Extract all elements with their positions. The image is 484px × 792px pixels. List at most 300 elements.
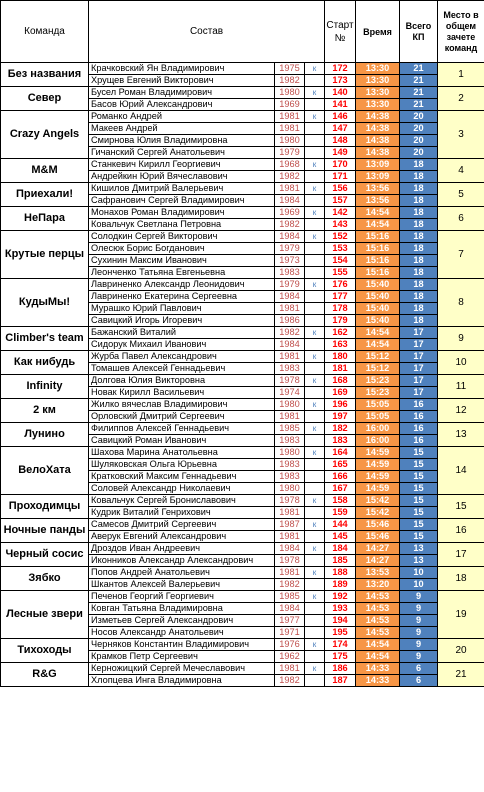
- start-number: 182: [325, 423, 356, 435]
- start-number: 141: [325, 99, 356, 111]
- start-number: 169: [325, 387, 356, 399]
- finish-time: 13:30: [356, 99, 400, 111]
- captain-mark: [305, 339, 325, 351]
- checkpoints-total: 9: [400, 603, 438, 615]
- overall-place: 12: [438, 399, 484, 423]
- captain-mark: к: [305, 207, 325, 219]
- member-name: Романко Андрей: [89, 111, 275, 123]
- birth-year: 1985: [275, 591, 305, 603]
- birth-year: 1986: [275, 315, 305, 327]
- checkpoints-total: 15: [400, 483, 438, 495]
- birth-year: 1975: [275, 63, 305, 75]
- finish-time: 14:27: [356, 543, 400, 555]
- checkpoints-total: 20: [400, 135, 438, 147]
- table-row: [1, 63, 484, 75]
- finish-time: 13:56: [356, 195, 400, 207]
- captain-mark: к: [305, 543, 325, 555]
- member-name: Басов Юрий Александрович: [89, 99, 275, 111]
- birth-year: 1978: [275, 375, 305, 387]
- finish-time: 15:40: [356, 279, 400, 291]
- member-name: Шуляковская Ольга Юрьевна: [89, 459, 275, 471]
- checkpoints-total: 15: [400, 459, 438, 471]
- finish-time: 15:16: [356, 231, 400, 243]
- start-number: 165: [325, 459, 356, 471]
- checkpoints-total: 10: [400, 579, 438, 591]
- start-number: 197: [325, 411, 356, 423]
- finish-time: 14:33: [356, 663, 400, 675]
- captain-mark: к: [305, 423, 325, 435]
- team-name: НеПара: [1, 207, 89, 231]
- captain-mark: к: [305, 399, 325, 411]
- birth-year: 1978: [275, 495, 305, 507]
- start-number: 185: [325, 555, 356, 567]
- team-name: Ночные панды: [1, 519, 89, 543]
- header-place: Место в общем зачете команд: [438, 1, 484, 63]
- overall-place: 15: [438, 495, 484, 519]
- overall-place: 20: [438, 639, 484, 663]
- member-name: Крамков Петр Сергеевич: [89, 651, 275, 663]
- member-name: Ковган Татьяна Владимировна: [89, 603, 275, 615]
- table-row: [1, 543, 484, 555]
- captain-mark: [305, 171, 325, 183]
- table-row: [1, 111, 484, 123]
- captain-mark: [305, 555, 325, 567]
- member-name: Соловей Александр Николаевич: [89, 483, 275, 495]
- table-row: [1, 279, 484, 291]
- captain-mark: [305, 603, 325, 615]
- table-row: [1, 159, 484, 171]
- finish-time: 13:30: [356, 63, 400, 75]
- captain-mark: [305, 615, 325, 627]
- captain-mark: к: [305, 567, 325, 579]
- finish-time: 16:00: [356, 435, 400, 447]
- checkpoints-total: 21: [400, 87, 438, 99]
- captain-mark: [305, 675, 325, 687]
- table-row: [1, 327, 484, 339]
- member-name: Новак Кирилл Васильевич: [89, 387, 275, 399]
- finish-time: 13:09: [356, 171, 400, 183]
- start-number: 170: [325, 159, 356, 171]
- member-name: Ковальчук Светлана Петровна: [89, 219, 275, 231]
- member-name: Долгова Юлия Викторовна: [89, 375, 275, 387]
- birth-year: 1984: [275, 291, 305, 303]
- finish-time: 15:12: [356, 351, 400, 363]
- finish-time: 15:42: [356, 507, 400, 519]
- member-name: Попов Андрей Анатольевич: [89, 567, 275, 579]
- overall-place: 9: [438, 327, 484, 351]
- birth-year: 1969: [275, 207, 305, 219]
- team-name: 2 км: [1, 399, 89, 423]
- birth-year: 1973: [275, 255, 305, 267]
- finish-time: 14:59: [356, 459, 400, 471]
- start-number: 167: [325, 483, 356, 495]
- team-name: Тихоходы: [1, 639, 89, 663]
- birth-year: 1982: [275, 675, 305, 687]
- start-number: 164: [325, 447, 356, 459]
- start-number: 142: [325, 207, 356, 219]
- checkpoints-total: 20: [400, 147, 438, 159]
- finish-time: 15:23: [356, 387, 400, 399]
- checkpoints-total: 18: [400, 315, 438, 327]
- birth-year: 1981: [275, 351, 305, 363]
- captain-mark: [305, 363, 325, 375]
- birth-year: 1981: [275, 567, 305, 579]
- birth-year: 1983: [275, 459, 305, 471]
- start-number: 147: [325, 123, 356, 135]
- captain-mark: [305, 291, 325, 303]
- overall-place: 14: [438, 447, 484, 495]
- overall-place: 21: [438, 663, 484, 687]
- member-name: Андрейкин Юрий Вячеславович: [89, 171, 275, 183]
- start-number: 195: [325, 627, 356, 639]
- checkpoints-total: 6: [400, 675, 438, 687]
- checkpoints-total: 17: [400, 327, 438, 339]
- checkpoints-total: 16: [400, 399, 438, 411]
- finish-time: 15:16: [356, 267, 400, 279]
- start-number: 193: [325, 603, 356, 615]
- finish-time: 14:54: [356, 651, 400, 663]
- finish-time: 15:46: [356, 519, 400, 531]
- overall-place: 1: [438, 63, 484, 87]
- captain-mark: [305, 75, 325, 87]
- checkpoints-total: 20: [400, 123, 438, 135]
- checkpoints-total: 9: [400, 591, 438, 603]
- member-name: Шкантов Алексей Валерьевич: [89, 579, 275, 591]
- member-name: Шахова Марина Анатольевна: [89, 447, 275, 459]
- start-number: 163: [325, 339, 356, 351]
- finish-time: 15:05: [356, 411, 400, 423]
- captain-mark: [305, 627, 325, 639]
- captain-mark: к: [305, 279, 325, 291]
- start-number: 154: [325, 255, 356, 267]
- start-number: 173: [325, 75, 356, 87]
- overall-place: 5: [438, 183, 484, 207]
- table-row: [1, 639, 484, 651]
- birth-year: 1980: [275, 87, 305, 99]
- checkpoints-total: 18: [400, 267, 438, 279]
- captain-mark: к: [305, 375, 325, 387]
- header-start: [325, 1, 356, 63]
- team-name: Крутые перцы: [1, 231, 89, 279]
- table-row: [1, 183, 484, 195]
- finish-time: 15:12: [356, 363, 400, 375]
- captain-mark: [305, 483, 325, 495]
- captain-mark: к: [305, 111, 325, 123]
- start-number: 144: [325, 519, 356, 531]
- overall-place: 13: [438, 423, 484, 447]
- finish-time: 14:54: [356, 219, 400, 231]
- member-name: Сафранович Сергей Владимирович: [89, 195, 275, 207]
- start-number: 146: [325, 111, 356, 123]
- captain-mark: к: [305, 351, 325, 363]
- table-row: [1, 231, 484, 243]
- birth-year: 1971: [275, 627, 305, 639]
- checkpoints-total: 9: [400, 639, 438, 651]
- member-name: Мурашко Юрий Павлович: [89, 303, 275, 315]
- birth-year: 1982: [275, 219, 305, 231]
- member-name: Лавриненко Александр Леонидович: [89, 279, 275, 291]
- member-name: Самесов Дмитрий Сергеевич: [89, 519, 275, 531]
- finish-time: 14:59: [356, 471, 400, 483]
- finish-time: 14:53: [356, 627, 400, 639]
- member-name: Савицкий Игорь Игоревич: [89, 315, 275, 327]
- finish-time: 14:54: [356, 327, 400, 339]
- member-name: Крачковский Ян Владимирович: [89, 63, 275, 75]
- finish-time: 15:16: [356, 243, 400, 255]
- table-row: [1, 663, 484, 675]
- member-name: Печенов Георгий Георгиевич: [89, 591, 275, 603]
- team-name: Черный сосис: [1, 543, 89, 567]
- start-number: 196: [325, 399, 356, 411]
- member-name: Ковальчук Сергей Брониславович: [89, 495, 275, 507]
- captain-mark: к: [305, 591, 325, 603]
- overall-place: 17: [438, 543, 484, 567]
- captain-mark: [305, 411, 325, 423]
- start-number: 189: [325, 579, 356, 591]
- captain-mark: к: [305, 231, 325, 243]
- start-number: 177: [325, 291, 356, 303]
- start-number: 180: [325, 351, 356, 363]
- checkpoints-total: 18: [400, 231, 438, 243]
- captain-mark: [305, 387, 325, 399]
- overall-place: 18: [438, 567, 484, 591]
- birth-year: 1987: [275, 519, 305, 531]
- table-row: [1, 495, 484, 507]
- captain-mark: к: [305, 447, 325, 459]
- checkpoints-total: 13: [400, 543, 438, 555]
- captain-mark: [305, 267, 325, 279]
- finish-time: 15:40: [356, 303, 400, 315]
- team-name: Как нибудь: [1, 351, 89, 375]
- header-team: Команда: [1, 1, 89, 63]
- finish-time: 14:27: [356, 555, 400, 567]
- member-name: Носов Александр Анатольевич: [89, 627, 275, 639]
- birth-year: 1962: [275, 651, 305, 663]
- birth-year: 1977: [275, 615, 305, 627]
- checkpoints-total: 15: [400, 531, 438, 543]
- start-number: 179: [325, 315, 356, 327]
- captain-mark: [305, 435, 325, 447]
- captain-mark: [305, 243, 325, 255]
- header-start-line1: Старт: [326, 19, 354, 31]
- start-number: 183: [325, 435, 356, 447]
- team-name: Проходимцы: [1, 495, 89, 519]
- checkpoints-total: 9: [400, 627, 438, 639]
- finish-time: 14:59: [356, 483, 400, 495]
- captain-mark: к: [305, 495, 325, 507]
- member-name: Журба Павел Александрович: [89, 351, 275, 363]
- finish-time: 14:33: [356, 675, 400, 687]
- captain-mark: [305, 123, 325, 135]
- start-number: 162: [325, 327, 356, 339]
- overall-place: 8: [438, 279, 484, 327]
- birth-year: 1968: [275, 159, 305, 171]
- team-name: M&M: [1, 159, 89, 183]
- team-name: КудыМы!: [1, 279, 89, 327]
- finish-time: 14:54: [356, 339, 400, 351]
- overall-place: 2: [438, 87, 484, 111]
- team-name: Лесные звери: [1, 591, 89, 639]
- table-row: [1, 423, 484, 435]
- captain-mark: [305, 255, 325, 267]
- start-number: 155: [325, 267, 356, 279]
- team-name: Зябко: [1, 567, 89, 591]
- checkpoints-total: 18: [400, 159, 438, 171]
- finish-time: 14:38: [356, 147, 400, 159]
- overall-place: 3: [438, 111, 484, 159]
- birth-year: 1980: [275, 447, 305, 459]
- checkpoints-total: 18: [400, 243, 438, 255]
- member-name: Томашев Алексей Геннадьевич: [89, 363, 275, 375]
- captain-mark: [305, 99, 325, 111]
- start-number: 188: [325, 567, 356, 579]
- start-number: 153: [325, 243, 356, 255]
- birth-year: 1981: [275, 531, 305, 543]
- finish-time: 13:09: [356, 159, 400, 171]
- start-number: 186: [325, 663, 356, 675]
- start-number: 192: [325, 591, 356, 603]
- start-number: 148: [325, 135, 356, 147]
- checkpoints-total: 15: [400, 495, 438, 507]
- finish-time: 14:38: [356, 123, 400, 135]
- start-number: 168: [325, 375, 356, 387]
- birth-year: 1981: [275, 111, 305, 123]
- header-start-line2: №: [334, 32, 346, 44]
- checkpoints-total: 18: [400, 255, 438, 267]
- birth-year: 1985: [275, 423, 305, 435]
- checkpoints-total: 18: [400, 279, 438, 291]
- member-name: Изметьев Сергей Александрович: [89, 615, 275, 627]
- checkpoints-total: 17: [400, 339, 438, 351]
- finish-time: 16:00: [356, 423, 400, 435]
- start-number: 181: [325, 363, 356, 375]
- member-name: Сидорук Михаил Иванович: [89, 339, 275, 351]
- member-name: Станкевич Кирилл Георгиевич: [89, 159, 275, 171]
- team-name: Infinity: [1, 375, 89, 399]
- birth-year: 1980: [275, 483, 305, 495]
- finish-time: 15:40: [356, 291, 400, 303]
- captain-mark: [305, 471, 325, 483]
- captain-mark: [305, 315, 325, 327]
- table-row: [1, 591, 484, 603]
- finish-time: 13:30: [356, 87, 400, 99]
- start-number: 184: [325, 543, 356, 555]
- member-name: Хлопцева Инга Владимировна: [89, 675, 275, 687]
- captain-mark: [305, 531, 325, 543]
- birth-year: 1981: [275, 183, 305, 195]
- checkpoints-total: 9: [400, 651, 438, 663]
- checkpoints-total: 17: [400, 351, 438, 363]
- finish-time: 13:56: [356, 183, 400, 195]
- member-name: Кудрик Виталий Генрихович: [89, 507, 275, 519]
- birth-year: 1984: [275, 231, 305, 243]
- header-time: Время: [356, 1, 400, 63]
- captain-mark: к: [305, 327, 325, 339]
- checkpoints-total: 15: [400, 471, 438, 483]
- member-name: Савицкий Роман Иванович: [89, 435, 275, 447]
- start-number: 140: [325, 87, 356, 99]
- checkpoints-total: 18: [400, 183, 438, 195]
- member-name: Смирнова Юлия Владимировна: [89, 135, 275, 147]
- captain-mark: [305, 219, 325, 231]
- member-name: Олесюк Борис Богданович: [89, 243, 275, 255]
- captain-mark: к: [305, 519, 325, 531]
- birth-year: 1984: [275, 339, 305, 351]
- overall-place: 16: [438, 519, 484, 543]
- header-row: [1, 1, 484, 63]
- finish-time: 15:23: [356, 375, 400, 387]
- checkpoints-total: 13: [400, 555, 438, 567]
- checkpoints-total: 6: [400, 663, 438, 675]
- table-row: [1, 567, 484, 579]
- captain-mark: к: [305, 87, 325, 99]
- header-kp-line1: Всего: [405, 20, 432, 31]
- finish-time: 14:38: [356, 111, 400, 123]
- overall-place: 7: [438, 231, 484, 279]
- birth-year: 1982: [275, 171, 305, 183]
- table-row: [1, 447, 484, 459]
- member-name: Кишилов Дмитрий Валерьевич: [89, 183, 275, 195]
- member-name: Черняков Константин Владимирович: [89, 639, 275, 651]
- birth-year: 1978: [275, 555, 305, 567]
- captain-mark: [305, 303, 325, 315]
- member-name: Иконников Александр Александрович: [89, 555, 275, 567]
- checkpoints-total: 15: [400, 447, 438, 459]
- finish-time: 14:54: [356, 639, 400, 651]
- team-name: Приехали!: [1, 183, 89, 207]
- checkpoints-total: 10: [400, 567, 438, 579]
- finish-time: 15:46: [356, 531, 400, 543]
- table-row: [1, 399, 484, 411]
- birth-year: 1981: [275, 663, 305, 675]
- checkpoints-total: 18: [400, 171, 438, 183]
- team-name: Climber's team: [1, 327, 89, 351]
- birth-year: 1976: [275, 639, 305, 651]
- header-kp: [400, 1, 438, 63]
- start-number: 152: [325, 231, 356, 243]
- captain-mark: к: [305, 63, 325, 75]
- member-name: Аверук Евгений Александрович: [89, 531, 275, 543]
- checkpoints-total: 21: [400, 75, 438, 87]
- checkpoints-total: 17: [400, 387, 438, 399]
- finish-time: 14:38: [356, 135, 400, 147]
- birth-year: 1982: [275, 75, 305, 87]
- birth-year: 1982: [275, 579, 305, 591]
- birth-year: 1982: [275, 327, 305, 339]
- birth-year: 1981: [275, 507, 305, 519]
- captain-mark: [305, 147, 325, 159]
- member-name: Лавриненко Екатерина Сергеевна: [89, 291, 275, 303]
- table-row: [1, 519, 484, 531]
- member-name: Керножицкий Сергей Мечеславович: [89, 663, 275, 675]
- overall-place: 19: [438, 591, 484, 639]
- start-number: 157: [325, 195, 356, 207]
- birth-year: 1979: [275, 279, 305, 291]
- start-number: 158: [325, 495, 356, 507]
- header-members: Состав: [89, 1, 325, 63]
- overall-place: 4: [438, 159, 484, 183]
- checkpoints-total: 17: [400, 375, 438, 387]
- start-number: 171: [325, 171, 356, 183]
- finish-time: 13:30: [356, 75, 400, 87]
- checkpoints-total: 16: [400, 423, 438, 435]
- overall-place: 6: [438, 207, 484, 231]
- checkpoints-total: 21: [400, 63, 438, 75]
- start-number: 176: [325, 279, 356, 291]
- captain-mark: к: [305, 183, 325, 195]
- finish-time: 13:20: [356, 579, 400, 591]
- finish-time: 14:54: [356, 207, 400, 219]
